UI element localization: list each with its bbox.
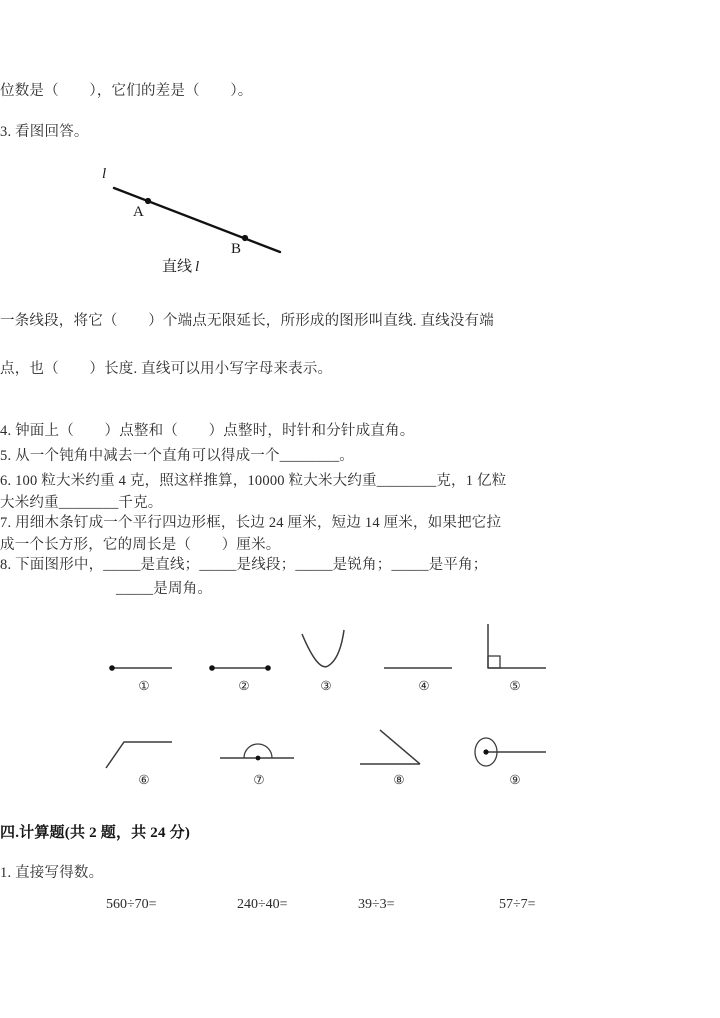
question-8-text: 8. 下面图形中，_____是直线；_____是线段；_____是锐角；_____是平角； (0, 557, 488, 573)
calc-question-1-prompt (0, 862, 520, 884)
question-3-paragraph-1 (0, 310, 516, 332)
question-8 (0, 554, 512, 576)
paragraph-1-text: 一条线段，将它（ ）个端点无限延长，所形成的图形叫直线. 直线没有端 (0, 313, 494, 329)
figure-3-curve (296, 626, 356, 693)
calc-problems-row (106, 897, 626, 919)
question-4 (0, 420, 520, 442)
question-4-text: 4. 钟面上（ ）点整和（ ）点整时，时针和分针成直角。 (0, 423, 415, 439)
question-6 (0, 470, 512, 515)
calc-problem-1: 560÷70= (106, 897, 157, 912)
point-a-marker (145, 198, 151, 204)
line-label-l: l (102, 166, 107, 182)
calc-question-1-text: 1. 直接写得数。 (0, 865, 104, 881)
point-a-label: A (133, 204, 144, 220)
question-7 (0, 512, 512, 557)
calc-problem-3: 39÷3= (358, 897, 395, 912)
carryover-text: 位数是（ ），它们的差是（ ）。 (0, 83, 253, 99)
fill-blank-carryover-line (0, 80, 520, 102)
section-four-title: 四.计算题(共 2 题，共 24 分) (0, 825, 191, 841)
geometry-figures-grid (104, 626, 664, 798)
figure-5-right-angle (476, 622, 554, 693)
line-diagram-figure (100, 160, 310, 278)
figure-7-label: ⑦ (253, 773, 265, 787)
question-5-text: 5. 从一个钝角中减去一个直角可以得成一个________。 (0, 448, 354, 464)
question-3-prompt (0, 121, 520, 143)
section-four-heading (0, 822, 520, 845)
line-diagram-caption (162, 255, 199, 276)
figure-8-acute-angle (358, 726, 440, 787)
point-b-label: B (231, 241, 242, 257)
figure-2-label: ② (238, 679, 250, 693)
figure-7-straight-angle (216, 730, 302, 787)
figure-9-round-angle (472, 730, 558, 787)
paragraph-2-text: 点，也（ ）长度. 直线可以用小写字母来表示。 (0, 361, 333, 377)
figure-6-label: ⑥ (138, 773, 150, 787)
caption-italic-l: l (195, 259, 200, 275)
figure-6-obtuse-angle (104, 730, 184, 787)
question-3-paragraph-2 (0, 358, 516, 380)
point-b-marker (242, 235, 248, 241)
figure-4-label: ④ (418, 679, 430, 693)
question-3-text: 3. 看图回答。 (0, 124, 89, 140)
figure-1-ray (104, 644, 184, 693)
caption-label: 直线 (162, 259, 193, 275)
figure-5-label: ⑤ (509, 679, 521, 693)
figure-2-segment (204, 644, 284, 693)
question-8-cont-text: _____是周角。 (116, 581, 213, 597)
figure-4-straight-line (380, 644, 468, 693)
question-8-continuation (116, 578, 212, 600)
figure-1-label: ① (138, 679, 150, 693)
figure-8-label: ⑧ (393, 773, 405, 787)
question-7-text: 7. 用细木条钉成一个平行四边形框，长边 24 厘米，短边 14 厘米，如果把它拉成一个长方形，它的周长是（ ）厘米。 (0, 515, 502, 554)
figure-3-label: ③ (320, 679, 332, 693)
calc-problem-4: 57÷7= (499, 897, 536, 912)
question-6-text: 6. 100 粒大米约重 4 克，照这样推算，10000 粒大米大约重________克，1 亿粒大米约重________千克。 (0, 473, 507, 512)
figure-9-label: ⑨ (509, 773, 521, 787)
calc-problem-2: 240÷40= (237, 897, 288, 912)
question-5 (0, 445, 520, 467)
